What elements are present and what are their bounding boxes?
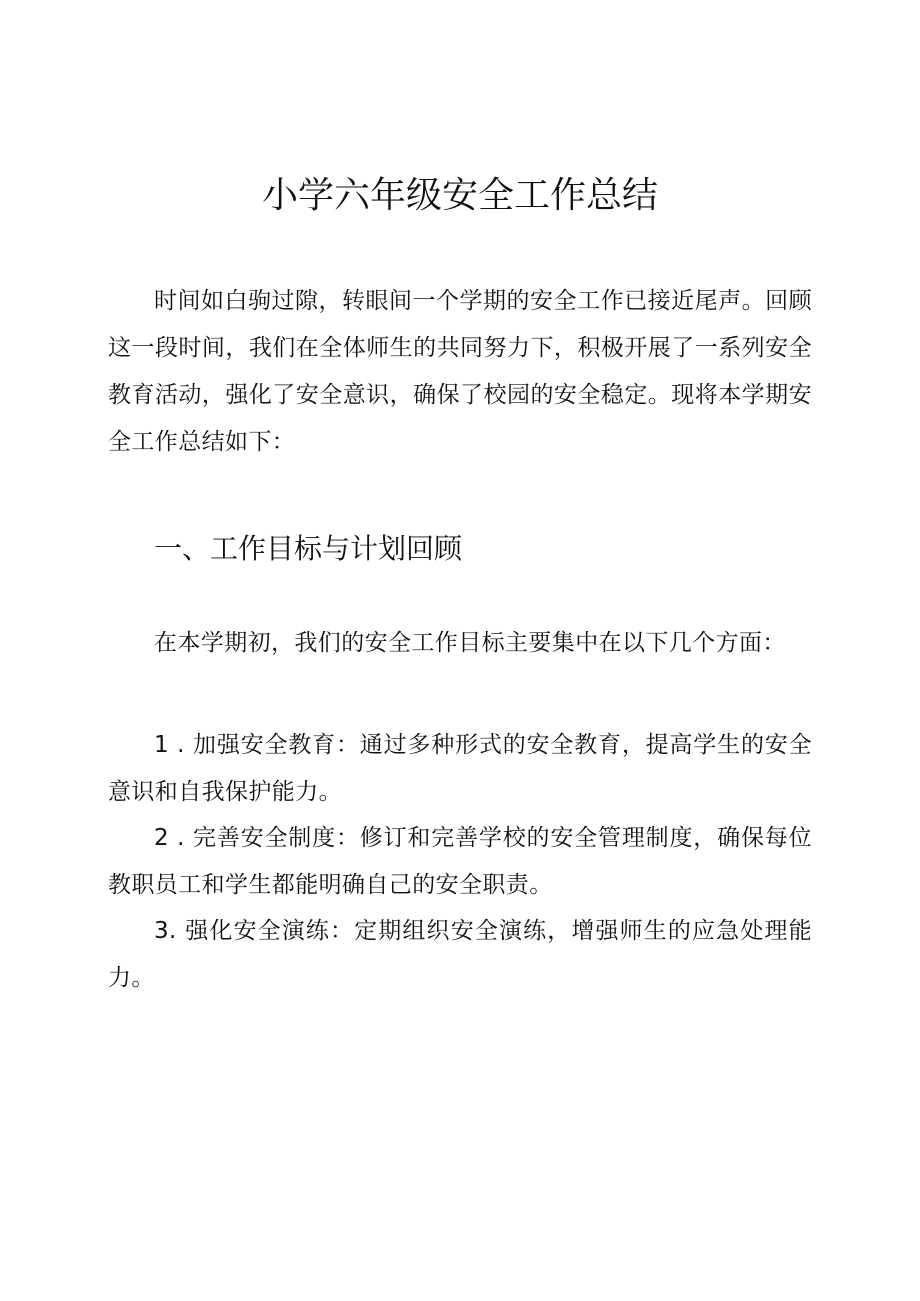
list-item: 1 . 加强安全教育：通过多种形式的安全教育，提高学生的安全意识和自我保护能力。 — [108, 732, 812, 805]
document-title: 小学六年级安全工作总结 — [261, 175, 658, 216]
list-item: 3. 强化安全演练：定期组织安全演练，增强师生的应急处理能力。 — [108, 918, 812, 991]
list-item: 2 . 完善安全制度：修订和完善学校的安全管理制度，确保每位教职员工和学生都能明确自己的安全职责。 — [108, 825, 812, 898]
intro-paragraph: 时间如白驹过隙，转眼间一个学期的安全工作已接近尾声。回顾这一段时间，我们在全体师生的共同努力下，积极开展了一系列安全教育活动，强化了安全意识，确保了校园的安全稳定。现将本学期安全工作总结如下： — [108, 288, 812, 455]
goal-paragraph: 在本学期初，我们的安全工作目标主要集中在以下几个方面： — [154, 630, 786, 656]
section-heading: 一、工作目标与计划回顾 — [154, 532, 463, 565]
